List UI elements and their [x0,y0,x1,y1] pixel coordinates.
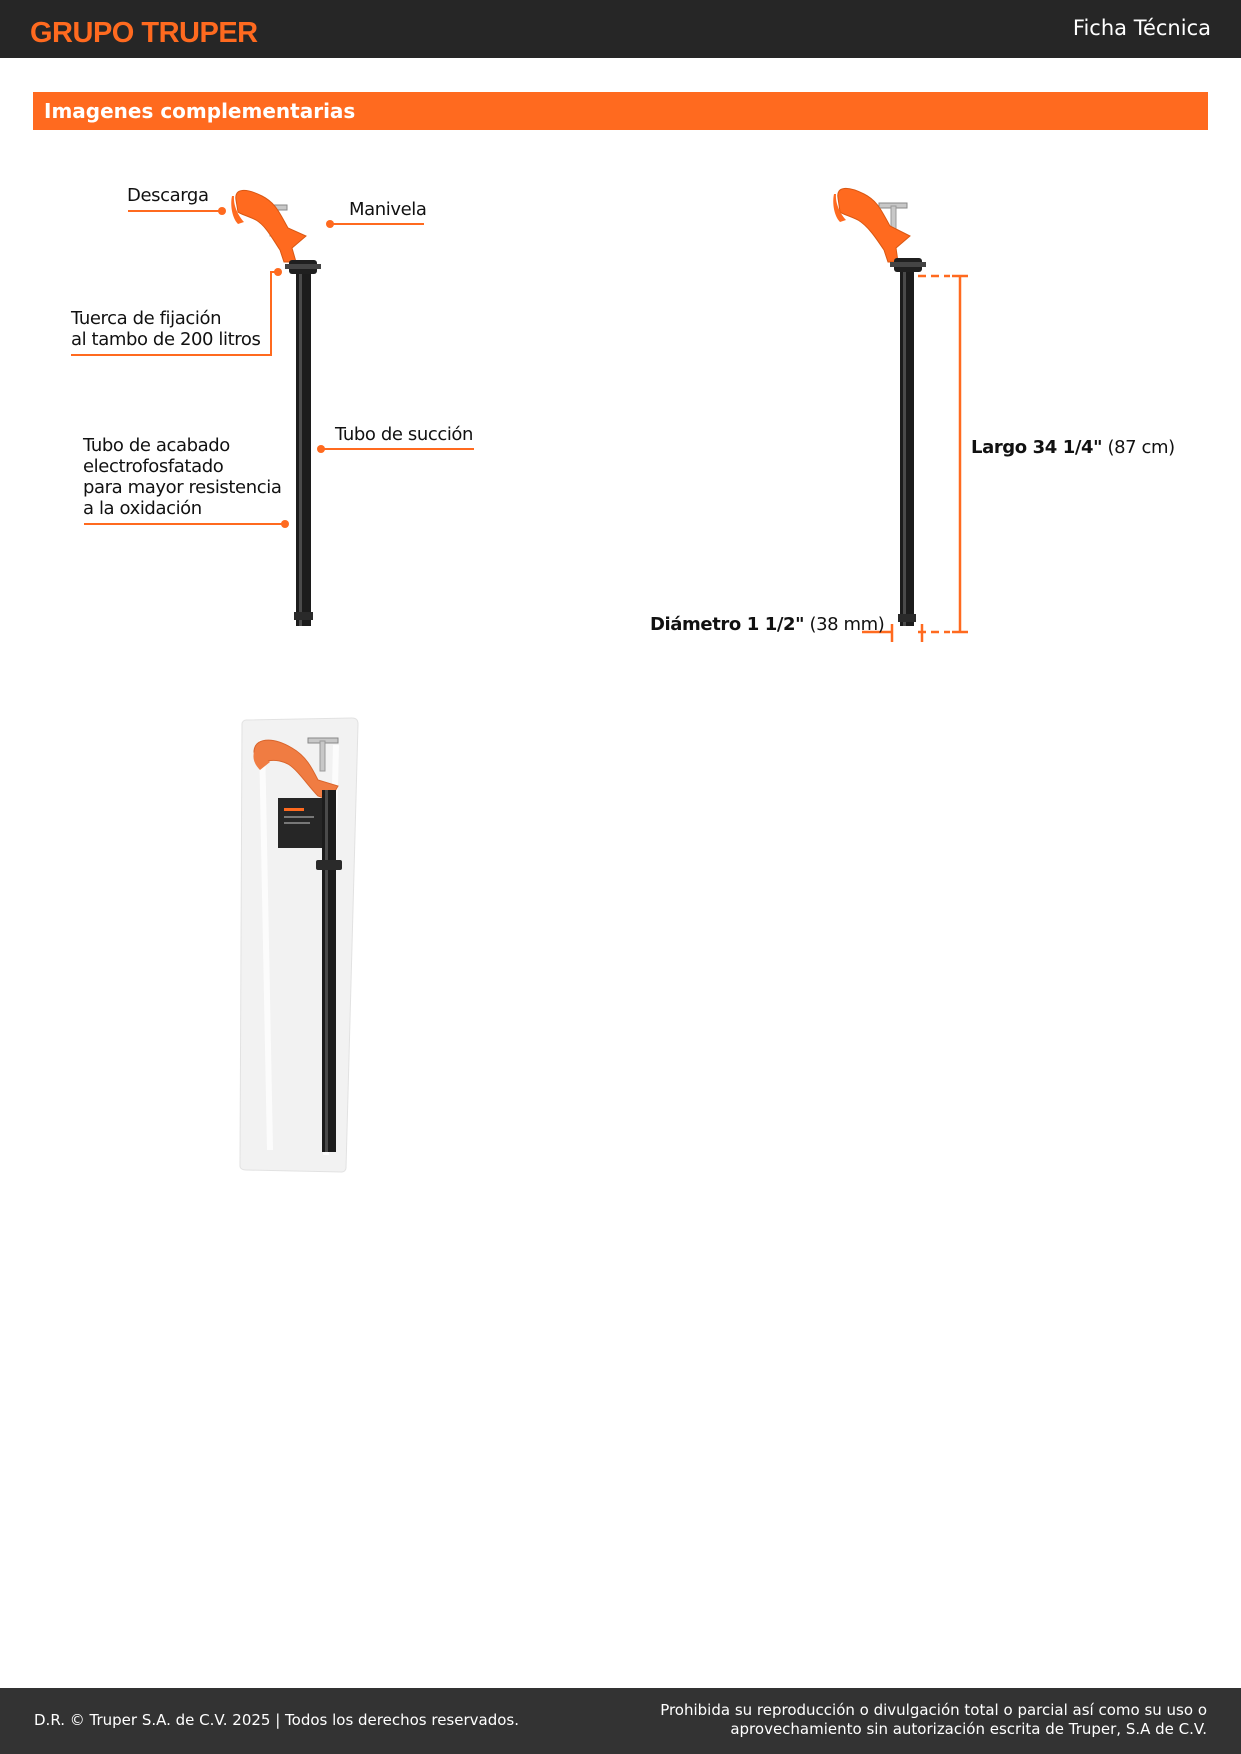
label-tubo-acabado-line4: a la oxidación [83,498,202,519]
footer-notice-line1: Prohibida su reproducción o divulgación total o parcial así como su uso o [660,1701,1207,1719]
label-tubo-acabado [83,435,281,519]
footer-notice-line2: aprovechamiento sin autorización escrita de Truper, S.A de C.V. [730,1720,1207,1738]
callout-dot-manivela [326,220,334,228]
brand-logo: GRUPO TRUPER [30,17,258,49]
label-descarga: Descarga [127,185,209,206]
footer-notice [660,1701,1207,1739]
diametro-metric: (38 mm) [809,614,885,635]
label-tuerca [71,308,261,350]
footer-copyright: D.R. © Truper S.A. de C.V. 2025 | Todos los derechos reservados. [34,1711,519,1729]
label-tubo-acabado-line3: para mayor resistencia [83,477,282,498]
pump-image-dimensions [833,188,926,626]
label-largo [971,437,1175,458]
section-title: Imagenes complementarias [44,99,356,123]
label-diametro [650,614,884,635]
largo-metric: (87 cm) [1107,437,1175,458]
callout-dot-tubo-succion [317,445,325,453]
callout-dot-descarga [218,207,226,215]
callout-dot-tuerca [274,268,282,276]
dimension-lines [862,276,968,642]
packaged-product-image [240,718,358,1172]
label-tubo-acabado-line2: electrofosfatado [83,456,224,477]
callout-dot-tubo-acabado [281,520,289,528]
diametro-value: Diámetro 1 1/2" [650,614,805,635]
label-tuerca-line2: al tambo de 200 litros [71,329,261,350]
label-tuerca-line1: Tuerca de fijación [71,308,222,329]
largo-value: Largo 34 1/4" [971,437,1103,458]
document-title: Ficha Técnica [1072,16,1211,40]
pump-image-parts [231,190,321,626]
label-manivela: Manivela [349,199,427,220]
page-footer [0,1688,1241,1754]
label-tubo-succion: Tubo de succión [335,424,474,445]
label-tubo-acabado-line1: Tubo de acabado [83,435,230,456]
